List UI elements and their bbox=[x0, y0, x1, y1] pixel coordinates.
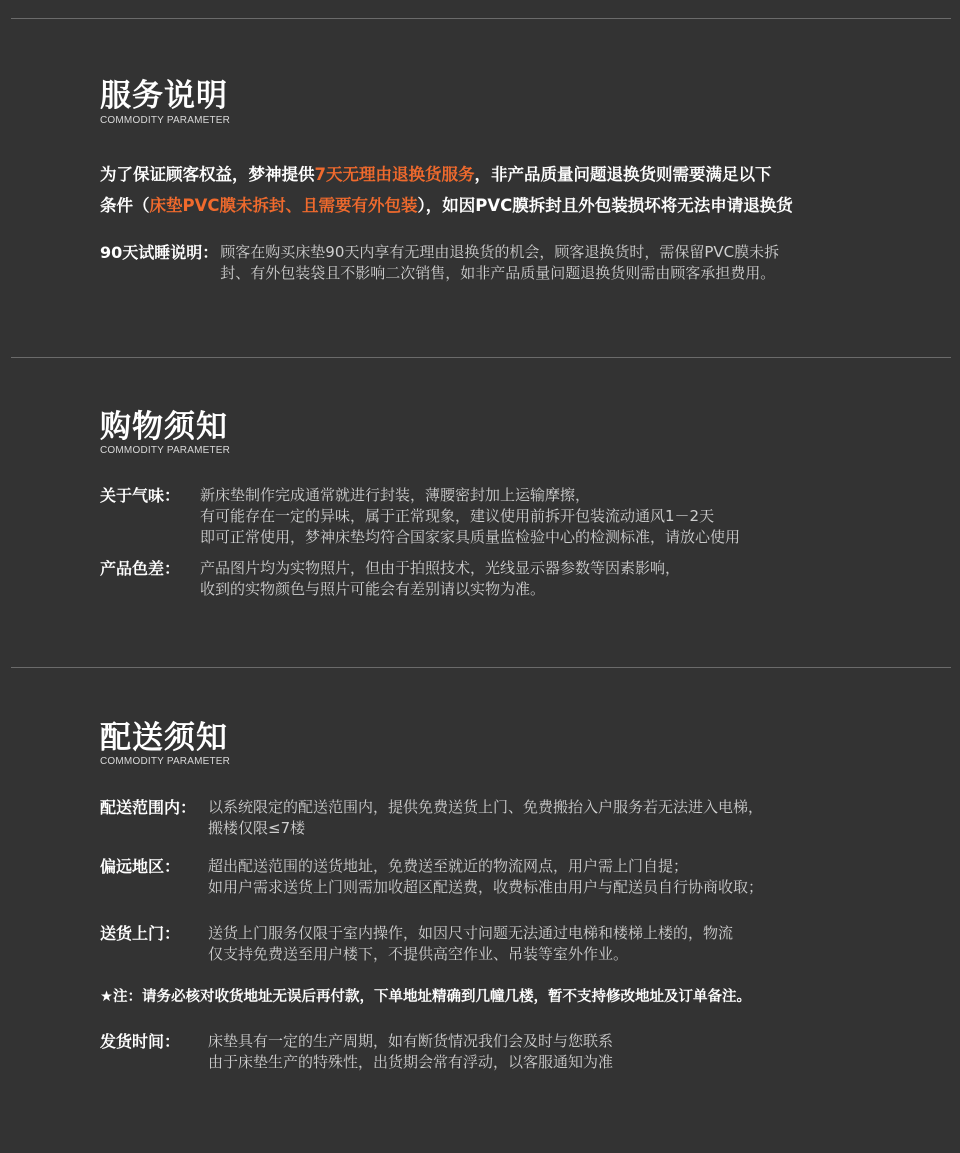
return-policy-highlight: 7天无理由退换货服务 bbox=[314, 165, 475, 184]
color-difference-label: 产品色差： bbox=[100, 559, 181, 578]
odor-label: 关于气味： bbox=[100, 486, 181, 505]
shopping-section-title: 购物须知 bbox=[100, 409, 228, 445]
address-notice: ★注：请务必核对收货地址无误后再付款，下单地址精确到几幢几楼，暂不支持修改地址及订单备注。 bbox=[100, 989, 751, 1005]
color-difference-item bbox=[100, 558, 680, 600]
delivery-section-subtitle: COMMODITY PARAMETER bbox=[100, 756, 231, 767]
delivery-range-item bbox=[100, 797, 763, 839]
return-condition-highlight: 床垫PVC膜未拆封、且需要有外包装 bbox=[149, 196, 418, 215]
door-delivery-text: 送货上门服务仅限于室内操作，如因尺寸问题无法通过电梯和楼梯上楼的，物流 仅支持免费送至用户楼下，不提供高空作业、吊装等室外作业。 bbox=[208, 924, 734, 963]
delivery-range-text: 以系统限定的配送范围内，提供免费送货上门、免费搬抬入户服务若无法进入电梯， 搬楼仅限≤7楼 bbox=[208, 798, 764, 837]
odor-item bbox=[100, 485, 740, 548]
top-divider bbox=[11, 18, 951, 19]
service-section-title: 服务说明 bbox=[100, 78, 228, 114]
trial-sleep-text: 顾客在购买床垫90天内享有无理由退换货的机会，顾客退换货时，需保留PVC膜未拆 封、有外包装袋且不影响二次销售，如非产品质量问题退换货则需由顾客承担费用。 bbox=[220, 243, 780, 282]
service-intro bbox=[100, 159, 900, 221]
delivery-section-title: 配送须知 bbox=[100, 720, 228, 756]
service-intro-line-2: 条件（床垫PVC膜未拆封、且需要有外包装），如因PVC膜拆封且外包装损坏将无法申请退换货 bbox=[100, 196, 793, 215]
delivery-range-label: 配送范围内： bbox=[100, 798, 197, 817]
service-intro-line-1: 为了保证顾客权益，梦神提供7天无理由退换货服务，非产品质量问题退换货则需要满足以下 bbox=[100, 165, 772, 184]
shipping-time-text: 床垫具有一定的生产周期，如有断货情况我们会及时与您联系 由于床垫生产的特殊性，出货期会常有浮动，以客服通知为准 bbox=[208, 1032, 614, 1071]
shipping-time-label: 发货时间： bbox=[100, 1032, 181, 1051]
door-delivery-item bbox=[100, 923, 733, 965]
color-difference-text: 产品图片均为实物照片，但由于拍照技术，光线显示器参数等因素影响， 收到的实物颜色与照片可能会有差别请以实物为准。 bbox=[200, 559, 681, 598]
section-divider-1 bbox=[11, 357, 951, 358]
service-section-subtitle: COMMODITY PARAMETER bbox=[100, 115, 231, 126]
remote-area-item bbox=[100, 856, 763, 898]
door-delivery-label: 送货上门： bbox=[100, 924, 181, 943]
remote-area-text: 超出配送范围的送货地址，免费送至就近的物流网点，用户需上门自提； 如用户需求送货上门则需加收超区配送费，收费标准由用户与配送员自行协商收取； bbox=[208, 857, 764, 896]
shopping-section-subtitle: COMMODITY PARAMETER bbox=[100, 445, 231, 456]
trial-sleep-item bbox=[100, 242, 779, 284]
trial-sleep-label: 90天试睡说明： bbox=[100, 243, 219, 262]
shipping-time-item bbox=[100, 1031, 613, 1073]
section-divider-2 bbox=[11, 667, 951, 668]
remote-area-label: 偏远地区： bbox=[100, 857, 181, 876]
odor-text: 新床垫制作完成通常就进行封装，薄腰密封加上运输摩擦， 有可能存在一定的异味，属于正常现象，建议使用前拆开包装流动通风1－2天 即可正常使用，梦神床垫均符合国家家具质量监检验中心的检测标准，请放心使用 bbox=[200, 486, 741, 546]
